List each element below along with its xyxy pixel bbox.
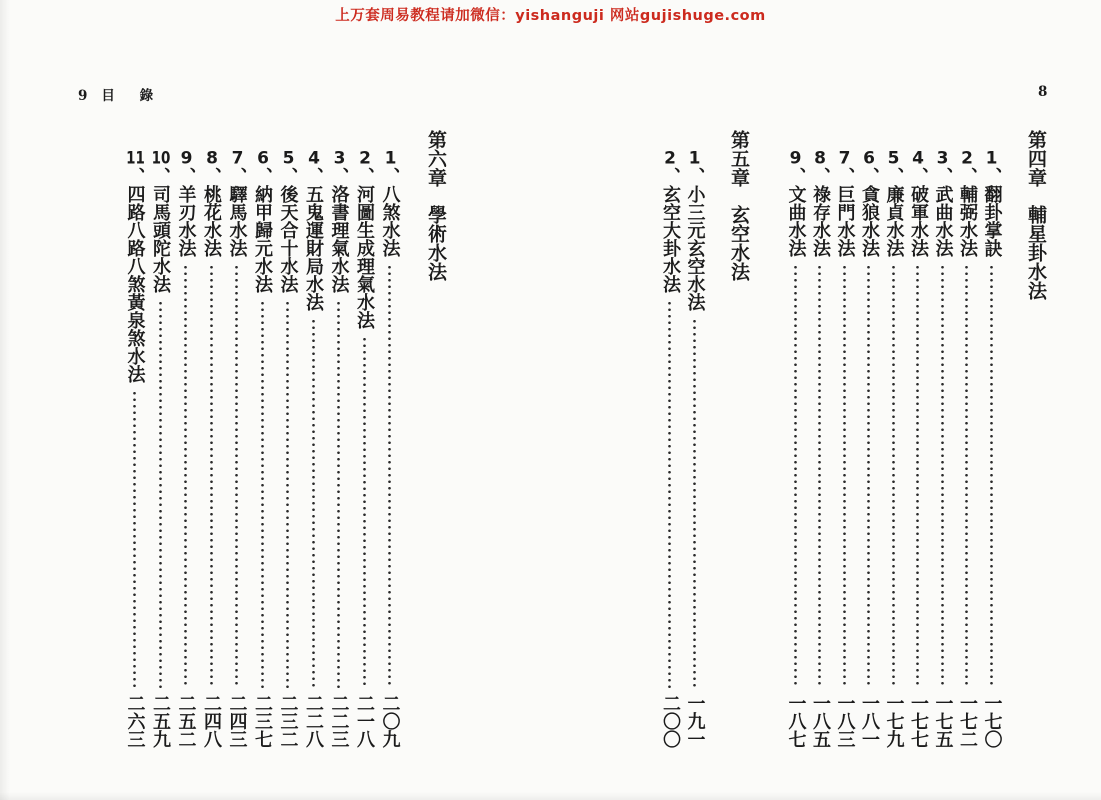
entry-title: 四路八路八煞黃泉煞水法 bbox=[124, 185, 146, 383]
entry-page-number: 二三二 bbox=[277, 694, 299, 748]
entry-title: 驛馬水法 bbox=[226, 185, 248, 257]
entry-number: 1 bbox=[985, 150, 998, 167]
entry-comma: 、 bbox=[785, 167, 807, 185]
entry-number: 11 bbox=[126, 150, 145, 167]
entry-title: 文曲水法 bbox=[785, 185, 807, 257]
chapter-number: 第六章 bbox=[425, 130, 447, 187]
dotted-leader bbox=[312, 318, 315, 688]
entry-title: 巨門水法 bbox=[834, 185, 856, 257]
entry-number: 4 bbox=[912, 150, 924, 167]
entry-comma: 、 bbox=[908, 167, 929, 185]
entry-title: 納甲歸元水法 bbox=[252, 185, 273, 293]
entry-page-number: 一七五 bbox=[932, 694, 954, 748]
entry-number: 3 bbox=[936, 150, 949, 167]
dotted-leader bbox=[916, 264, 919, 688]
entry-comma: 、 bbox=[252, 167, 273, 185]
entry-page-number: 二四三 bbox=[226, 694, 248, 748]
scan-edge-shadow-bottom bbox=[0, 792, 1101, 800]
entry-page-number: 一八七 bbox=[785, 694, 807, 748]
entry-title: 破軍水法 bbox=[908, 185, 929, 257]
entry-page-number: 一八五 bbox=[810, 694, 831, 748]
entry-comma: 、 bbox=[150, 167, 171, 185]
entry-number: 4 bbox=[308, 150, 320, 167]
entry-comma: 、 bbox=[660, 167, 681, 185]
entry-title: 玄空大卦水法 bbox=[660, 185, 681, 293]
entry-title: 小三元玄空水法 bbox=[684, 185, 706, 311]
dotted-leader bbox=[693, 318, 696, 688]
dotted-leader bbox=[818, 264, 821, 688]
entry-page-number: 二二三 bbox=[328, 694, 350, 748]
entry-number: 7 bbox=[231, 150, 244, 167]
dotted-leader bbox=[892, 264, 895, 688]
right-page-toc bbox=[658, 130, 1081, 748]
entry-comma: 、 bbox=[124, 167, 146, 185]
entry-page-number: 一八三 bbox=[834, 694, 856, 748]
toc-entry bbox=[199, 130, 225, 748]
entry-number: 6 bbox=[257, 150, 269, 167]
entry-title: 翻卦掌訣 bbox=[981, 185, 1003, 257]
entry-comma: 、 bbox=[379, 167, 401, 185]
chapter-title: 輔星卦水法 bbox=[1025, 205, 1047, 300]
toc-entry bbox=[301, 130, 327, 748]
dotted-leader bbox=[941, 264, 944, 688]
right-page-number: 8 bbox=[1038, 84, 1048, 100]
entry-comma: 、 bbox=[303, 167, 324, 185]
dotted-leader bbox=[337, 300, 340, 688]
chapter-title: 學術水法 bbox=[425, 205, 447, 281]
entry-number: 1 bbox=[688, 150, 701, 167]
dotted-leader bbox=[286, 300, 289, 688]
dotted-leader bbox=[867, 264, 870, 688]
entry-page-number: 一八一 bbox=[859, 694, 880, 748]
toc-entry bbox=[783, 130, 808, 748]
entry-title: 廉貞水法 bbox=[883, 185, 905, 257]
toc-entry bbox=[326, 130, 352, 748]
toc-entry bbox=[148, 130, 174, 748]
toc-entry bbox=[250, 130, 276, 748]
toc-entry bbox=[224, 130, 250, 748]
entry-page-number: 二〇〇 bbox=[660, 694, 681, 748]
entry-comma: 、 bbox=[277, 167, 299, 185]
dotted-leader bbox=[159, 300, 162, 688]
dotted-leader bbox=[210, 264, 213, 688]
entry-title: 八煞水法 bbox=[379, 185, 401, 257]
entry-page-number: 二〇九 bbox=[379, 694, 401, 748]
entry-title: 貪狼水法 bbox=[859, 185, 880, 257]
entry-number: 8 bbox=[206, 150, 218, 167]
toc-entry bbox=[832, 130, 857, 748]
entry-comma: 、 bbox=[201, 167, 222, 185]
entry-number: 5 bbox=[282, 150, 295, 167]
entry-page-number: 一七七 bbox=[908, 694, 929, 748]
entry-comma: 、 bbox=[834, 167, 856, 185]
entry-comma: 、 bbox=[328, 167, 350, 185]
entry-number: 10 bbox=[151, 150, 171, 167]
chapter-heading bbox=[727, 130, 752, 748]
toc-entry bbox=[808, 130, 833, 748]
left-page-toc bbox=[122, 130, 480, 748]
toc-entry bbox=[979, 130, 1004, 748]
chapter-number: 第四章 bbox=[1025, 130, 1047, 187]
left-page-number: 9 bbox=[78, 88, 88, 104]
toc-entry bbox=[658, 130, 683, 748]
entry-number: 3 bbox=[333, 150, 346, 167]
entry-number: 9 bbox=[180, 150, 193, 167]
entry-page-number: 一七九 bbox=[883, 694, 905, 748]
entry-comma: 、 bbox=[226, 167, 248, 185]
dotted-leader bbox=[363, 336, 366, 688]
dotted-leader bbox=[261, 300, 264, 688]
toc-entry bbox=[275, 130, 301, 748]
entry-number: 2 bbox=[664, 150, 676, 167]
toc-entry bbox=[881, 130, 906, 748]
chapter-heading bbox=[423, 130, 449, 748]
entry-title: 後天合十水法 bbox=[277, 185, 299, 293]
entry-page-number: 二五二 bbox=[175, 694, 197, 748]
entry-title: 司馬頭陀水法 bbox=[150, 185, 171, 293]
entry-comma: 、 bbox=[810, 167, 831, 185]
entry-page-number: 二二八 bbox=[303, 694, 324, 748]
toc-entry bbox=[857, 130, 882, 748]
dotted-leader bbox=[965, 264, 968, 688]
entry-comma: 、 bbox=[957, 167, 978, 185]
dotted-leader bbox=[990, 264, 993, 688]
entry-page-number: 一九一 bbox=[684, 694, 706, 748]
entry-number: 7 bbox=[838, 150, 851, 167]
entry-page-number: 二六三 bbox=[124, 694, 146, 748]
entry-comma: 、 bbox=[859, 167, 880, 185]
entry-comma: 、 bbox=[175, 167, 197, 185]
entry-title: 祿存水法 bbox=[810, 185, 831, 257]
entry-title: 武曲水法 bbox=[932, 185, 954, 257]
entry-number: 6 bbox=[863, 150, 875, 167]
chapter-heading bbox=[1024, 130, 1049, 748]
dotted-leader bbox=[794, 264, 797, 688]
chapter-number: 第五章 bbox=[728, 130, 750, 187]
toc-entry bbox=[682, 130, 707, 748]
entry-page-number: 二五九 bbox=[150, 694, 171, 748]
entry-comma: 、 bbox=[932, 167, 954, 185]
entry-title: 河圖生成理氣水法 bbox=[354, 185, 375, 329]
watermark-text: 上万套周易教程请加微信：yishanguji 网站gujishuge.com bbox=[335, 8, 766, 24]
dotted-leader bbox=[388, 264, 391, 688]
entry-number: 8 bbox=[814, 150, 826, 167]
chapter-title: 玄空水法 bbox=[728, 205, 750, 281]
entry-number: 1 bbox=[384, 150, 397, 167]
entry-page-number: 二四八 bbox=[201, 694, 222, 748]
toc-entry bbox=[122, 130, 148, 748]
dotted-leader bbox=[668, 300, 671, 688]
dotted-leader bbox=[184, 264, 187, 688]
toc-entry bbox=[955, 130, 980, 748]
toc-entry bbox=[377, 130, 403, 748]
scan-edge-shadow-left bbox=[0, 0, 10, 800]
toc-entry bbox=[352, 130, 378, 748]
entry-number: 5 bbox=[887, 150, 900, 167]
entry-number: 9 bbox=[789, 150, 802, 167]
entry-page-number: 一七二 bbox=[957, 694, 978, 748]
left-page-header bbox=[78, 84, 163, 104]
entry-comma: 、 bbox=[684, 167, 706, 185]
dotted-leader bbox=[843, 264, 846, 688]
entry-number: 2 bbox=[961, 150, 973, 167]
toc-header-label: 目 錄 bbox=[101, 88, 164, 104]
entry-comma: 、 bbox=[354, 167, 375, 185]
toc-entry bbox=[930, 130, 955, 748]
toc-entry bbox=[906, 130, 931, 748]
entry-page-number: 二三七 bbox=[252, 694, 273, 748]
toc-entry bbox=[173, 130, 199, 748]
entry-title: 桃花水法 bbox=[201, 185, 222, 257]
entry-title: 輔弼水法 bbox=[957, 185, 978, 257]
entry-title: 五鬼運財局水法 bbox=[303, 185, 324, 311]
entry-page-number: 一七〇 bbox=[981, 694, 1003, 748]
entry-page-number: 二一八 bbox=[354, 694, 375, 748]
dotted-leader bbox=[133, 390, 136, 688]
entry-comma: 、 bbox=[981, 167, 1003, 185]
entry-number: 2 bbox=[359, 150, 371, 167]
entry-title: 羊刃水法 bbox=[175, 185, 197, 257]
entry-title: 洛書理氣水法 bbox=[328, 185, 350, 293]
entry-comma: 、 bbox=[883, 167, 905, 185]
dotted-leader bbox=[235, 264, 238, 688]
